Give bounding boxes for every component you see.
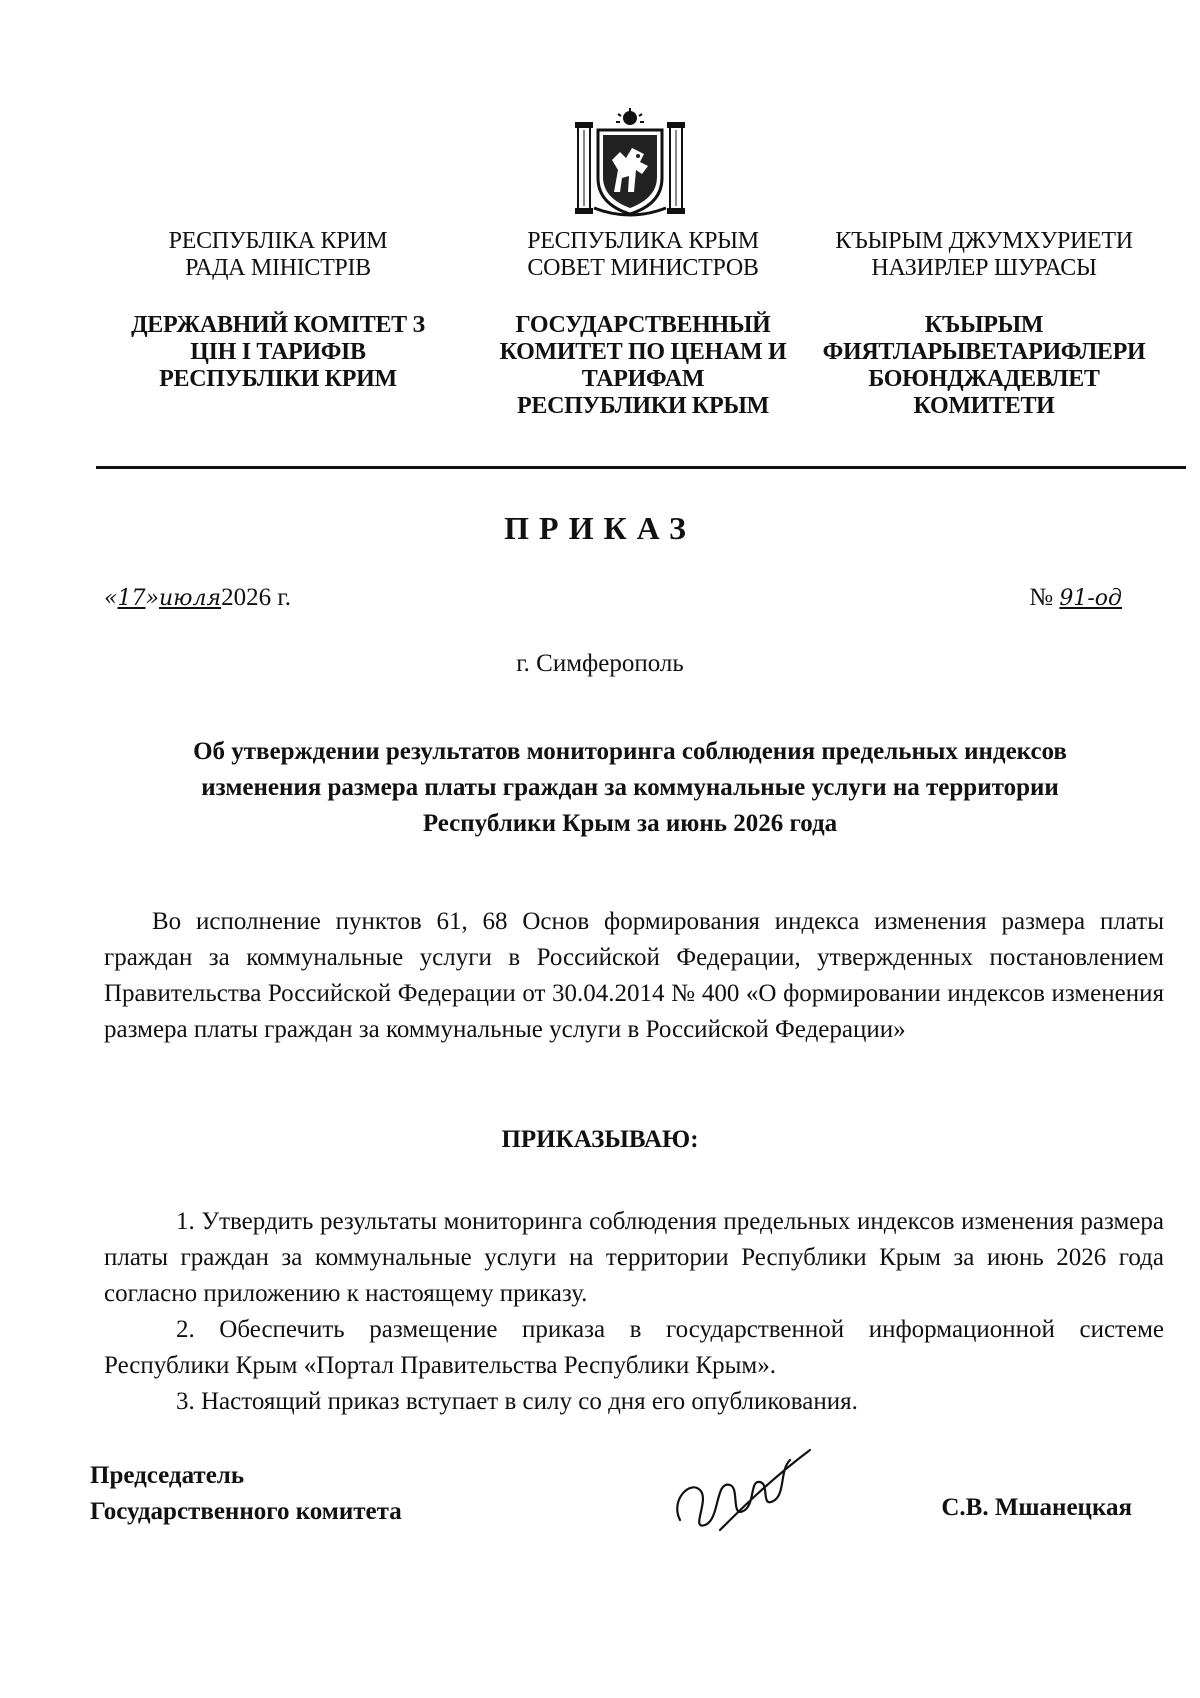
signer-position-line: Государственного комитета (90, 1498, 402, 1525)
order-items (104, 1204, 1164, 1420)
dept-ua-line: ДЕРЖАВНИЙ КОМІТЕТ З (131, 312, 425, 338)
city: г. Симферополь (516, 650, 684, 677)
dept-ua-line: РЕСПУБЛІКИ КРИМ (159, 366, 397, 392)
signer-position (90, 1458, 402, 1530)
org-name-crh: КЪЫРЫМ ДЖУМХУРИЕТИ (835, 228, 1133, 254)
dept-ru-line: ГОСУДАРСТВЕННЫЙ (515, 312, 771, 338)
org-name-ru: РЕСПУБЛИКА КРЫМ (527, 228, 759, 254)
date-year: 2026 г. (221, 584, 291, 611)
org-sub-ua: РАДА МІНІСТРІВ (185, 255, 371, 281)
order-item: 1. Утвердить результаты мониторинга соблюдения предельных индексов изменения размера платы граждан за коммунальные услуги на территории Республики Крым за июнь 2026 года согласно приложению к настоящему приказу. (104, 1208, 1164, 1307)
order-date (104, 584, 291, 612)
header-left (128, 228, 428, 393)
order-word: ПРИКАЗЫВАЮ: (501, 1126, 699, 1153)
signer-name: С.В. Мшанецкая (941, 1494, 1132, 1521)
date-open-quote: « (104, 586, 118, 611)
dept-crh-line: КЪЫРЫМ (924, 312, 1044, 338)
order-subject: Об утверждении результатов мониторинга соблюдения предельных индексов изменения размера платы граждан за коммунальные услуги на территории Республики Крым за июнь 2026 года (193, 738, 1067, 837)
dept-ua-line: ЦІН І ТАРИФІВ (190, 339, 366, 365)
document-title: ПРИКАЗ (504, 510, 696, 546)
order-item: 2. Обеспечить размещение приказа в государственной информационной системе Республики Крым «Портал Правительства Республики Крым». (104, 1316, 1164, 1379)
order-item: 3. Настоящий приказ вступает в силу со дня его опубликования. (176, 1388, 858, 1415)
date-close-quote: » (145, 586, 159, 611)
dept-ru-line: РЕСПУБЛИКИ КРЫМ (517, 393, 769, 419)
handwritten-signature-icon (660, 1440, 820, 1550)
dept-crh-line: ФИЯТЛАРЫВЕТАРИФЛЕРИ (822, 339, 1146, 365)
dept-name-ua (128, 312, 428, 393)
signer-position-line: Председатель (90, 1462, 245, 1489)
date-day: 17 (117, 586, 146, 611)
dept-crh-line: БОЮНДЖАДЕВЛЕТ (868, 366, 1100, 392)
header-middle (478, 228, 808, 420)
order-number (1029, 584, 1122, 612)
number-label: № (1029, 584, 1054, 611)
dept-name-crh (794, 312, 1174, 420)
org-name-ua: РЕСПУБЛІКА КРИМ (168, 228, 388, 254)
dept-name-ru (478, 312, 808, 420)
dept-ru-line: КОМИТЕТ ПО ЦЕНАМ И (499, 339, 787, 365)
crimea-coat-of-arms-icon (574, 108, 686, 218)
dept-crh-line: КОМИТЕТИ (913, 393, 1055, 419)
org-sub-crh: НАЗИРЛЕР ШУРАСЫ (871, 255, 1097, 281)
intro-paragraph: Во исполнение пунктов 61, 68 Основ формирования индекса изменения размера платы граждан за коммунальные услуги в Российской Федерации, утвержденных постановлением Правительства Российской Федерации от 30.04.2014 № 400 «О формировании индексов изменения размера платы граждан за коммунальные услуги в Российской Федерации» (104, 908, 1164, 1043)
org-sub-ru: СОВЕТ МИНИСТРОВ (527, 255, 759, 281)
number-value: 91-од (1059, 586, 1122, 611)
dept-ru-line: ТАРИФАМ (581, 366, 705, 392)
header-right (794, 228, 1174, 420)
date-month: июля (158, 586, 222, 611)
header-divider (96, 466, 1186, 469)
